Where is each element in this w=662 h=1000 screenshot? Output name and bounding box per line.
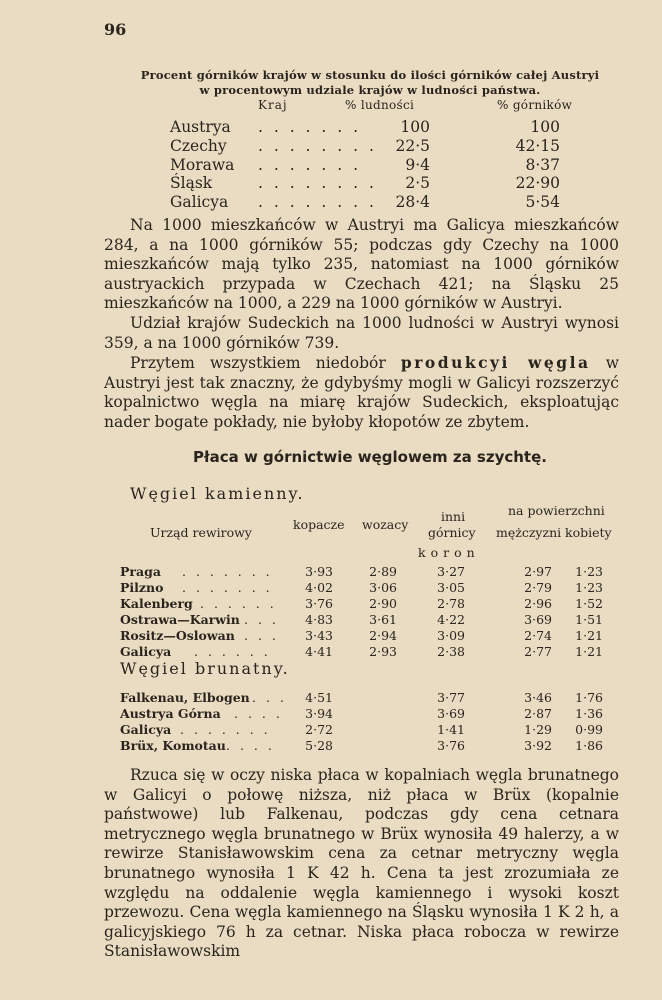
cell-wozacy: 2·94 <box>369 628 397 643</box>
row-ludnosci: 22·5 <box>395 137 430 155</box>
paragraph-3-end: w Austryi jest tak znaczny, że gdybyśmy mogli w Galicyi rozszerzyć kopalnictwo węgla na miarę krajów Sudeckich, eksploatując nader bogate pokłady, nie byłoby kłopotów ze zbytem. <box>104 354 619 431</box>
table1-row <box>170 118 590 138</box>
colhead-wozacy: wozacy <box>362 517 409 532</box>
row-gornikow: 100 <box>530 118 560 136</box>
cell-kopacze: 3·76 <box>305 596 333 611</box>
row-dots: . . . <box>244 612 279 627</box>
cell-kobiety: 1·21 <box>575 628 603 643</box>
cell-mezczyzni: 3·46 <box>524 690 552 705</box>
table1-header-ludnosci: % ludności <box>345 98 415 112</box>
row-ludnosci: 28·4 <box>395 193 430 211</box>
row-dots: . . . . . . . <box>180 722 271 737</box>
cell-kobiety: 1·76 <box>575 690 603 705</box>
row-gornikow: 8·37 <box>525 156 560 174</box>
cell-inni: 3·77 <box>437 690 465 705</box>
table-row <box>120 612 620 629</box>
cell-kobiety: 1·36 <box>575 706 603 721</box>
cell-kopacze: 3·94 <box>305 706 333 721</box>
row-gornikow: 22·90 <box>515 174 560 192</box>
table1-header-gornikow: % górników <box>497 98 573 112</box>
cell-inni: 1·41 <box>437 722 465 737</box>
cell-inni: 3·69 <box>437 706 465 721</box>
cell-mezczyzni: 2·96 <box>524 596 552 611</box>
cell-kopacze: 4·02 <box>305 580 333 595</box>
row-name: Śląsk <box>170 174 213 192</box>
cell-kobiety: 1·51 <box>575 612 603 627</box>
row-name: Praga <box>120 564 161 579</box>
cell-mezczyzni: 3·92 <box>524 738 552 753</box>
row-ludnosci: 100 <box>400 118 430 136</box>
row-dots: . . . . . . . <box>258 156 362 174</box>
cell-kopacze: 4·51 <box>305 690 333 705</box>
paragraph-1: Na 1000 mieszkańców w Austryi ma Galicya mieszkańców 284, a na 1000 górników 55; podczas gdy Czechy na 1000 mieszkańców mają tylko 235, natomiast na 1000 górników austryackich przypada w Czechach 421; na Śląsku 25 mieszkańców na 1000, a 229 na 1000 górników w Austryi. <box>104 216 619 313</box>
cell-inni: 3·27 <box>437 564 465 579</box>
table1-row <box>170 174 590 194</box>
row-name: Falkenau, Elbogen <box>120 690 250 705</box>
cell-kopacze: 3·43 <box>305 628 333 643</box>
table-row <box>120 580 620 597</box>
cell-wozacy: 2·89 <box>369 564 397 579</box>
row-dots: . . . <box>244 628 279 643</box>
table-row <box>120 628 620 645</box>
cell-wozacy: 2·90 <box>369 596 397 611</box>
cell-mezczyzni: 2·77 <box>524 644 552 659</box>
table1-row <box>170 156 590 176</box>
cell-kopacze: 3·93 <box>305 564 333 579</box>
row-name: Brüx, Komotau <box>120 738 226 753</box>
table-row <box>120 564 620 581</box>
cell-inni: 3·76 <box>437 738 465 753</box>
table-row <box>120 738 620 755</box>
cell-kopacze: 4·83 <box>305 612 333 627</box>
row-dots: . . . . . . . . <box>258 137 377 155</box>
cell-kobiety: 1·23 <box>575 580 603 595</box>
row-name: Galicya <box>120 644 172 659</box>
row-ludnosci: 2·5 <box>405 174 430 192</box>
row-name: Austrya Górna <box>120 706 221 721</box>
cell-mezczyzni: 2·79 <box>524 580 552 595</box>
row-dots: . . . . . . <box>200 596 277 611</box>
cell-mezczyzni: 2·74 <box>524 628 552 643</box>
cell-inni: 3·05 <box>437 580 465 595</box>
cell-inni: 2·78 <box>437 596 465 611</box>
row-gornikow: 5·54 <box>525 193 560 211</box>
cell-kobiety: 0·99 <box>575 722 603 737</box>
row-gornikow: 42·15 <box>515 137 560 155</box>
section-title: Płaca w górnictwie węglowem za szychtę. <box>193 448 547 466</box>
table1-caption-line1: Procent górników krajów w stosunku do ilości górników całej Austryi <box>140 68 600 82</box>
paragraph-3-start: Przytem wszystkiem niedobór <box>130 354 386 372</box>
colhead-kobiety: kobiety <box>565 525 612 540</box>
subhead-kamienny: Węgiel kamienny. <box>130 484 305 503</box>
cell-kopacze: 4·41 <box>305 644 333 659</box>
cell-mezczyzni: 3·69 <box>524 612 552 627</box>
table-row <box>120 690 620 707</box>
row-dots: . . . . <box>234 706 283 721</box>
table1-row <box>170 193 590 213</box>
row-name: Rositz—Oslowan <box>120 628 235 643</box>
cell-kobiety: 1·21 <box>575 644 603 659</box>
colhead-inni: inni <box>441 509 466 524</box>
table1-header-kraj: Kraj <box>258 98 288 112</box>
row-dots: . . . . <box>226 738 275 753</box>
cell-wozacy: 3·06 <box>369 580 397 595</box>
table-row <box>120 706 620 723</box>
row-name: Austrya <box>170 118 231 136</box>
colhead-kopacze: kopacze <box>293 517 345 532</box>
cell-kobiety: 1·52 <box>575 596 603 611</box>
cell-mezczyzni: 2·97 <box>524 564 552 579</box>
row-name: Galicya <box>120 722 172 737</box>
table1-row <box>170 137 590 157</box>
colhead-urzad: Urząd rewirowy <box>150 525 252 540</box>
paragraph-2: Udział krajów Sudeckich na 1000 ludności w Austryi wynosi 359, a na 1000 górników 739. <box>104 314 619 352</box>
cell-wozacy: 3·61 <box>369 612 397 627</box>
cell-mezczyzni: 1·29 <box>524 722 552 737</box>
page-number: 96 <box>104 20 127 39</box>
cell-kobiety: 1·23 <box>575 564 603 579</box>
row-name: Galicya <box>170 193 229 211</box>
colhead-gornicy: górnicy <box>428 525 476 540</box>
row-name: Ostrawa—Karwin <box>120 612 240 627</box>
cell-kopacze: 2·72 <box>305 722 333 737</box>
row-dots: . . . . . . . <box>258 118 362 136</box>
row-dots: . . . . . . . <box>182 564 273 579</box>
table-row <box>120 722 620 739</box>
subhead-brunatny: Węgiel brunatny. <box>120 659 290 678</box>
row-name: Czechy <box>170 137 227 155</box>
paragraph-3 <box>104 353 619 432</box>
row-name: Morawa <box>170 156 235 174</box>
row-name: Kalenberg <box>120 596 193 611</box>
row-name: Pilzno <box>120 580 164 595</box>
row-dots: . . . <box>252 690 287 705</box>
row-dots: . . . . . . . . <box>258 193 377 211</box>
table1-caption-line2: w procentowym udziale krajów w ludności państwa. <box>199 83 541 97</box>
colhead-powierzchni: na powierzchni <box>508 503 605 518</box>
paragraph-4: Rzuca się w oczy niska płaca w kopalniach węgla brunatnego w Galicyi o połowę niższa, niż płaca w Brüx (kopalnie państwowe) lub Falkenau, podczas gdy cena cetnara metrycznego węgla brunatnego w Brüx wynosiła 49 halerzy, a w rewirze Stanisławowskim cena za cetnar metryczny węgla brunatnego wynosiła 1 K 42 h. Cena ta jest zrozumiała ze względu na oddalenie węgla kamiennego i wysoki koszt przewozu. Cena węgla kamiennego na Śląsku wynosiła 1 K 2 h, a galicyjskiego 76 h za cetnar. Niska płaca robocza w rewirze Stanisławowskim <box>104 766 619 961</box>
paragraph-3-emphasis: produkcyi węgla <box>400 353 591 372</box>
cell-kobiety: 1·86 <box>575 738 603 753</box>
table-row <box>120 596 620 613</box>
row-ludnosci: 9·4 <box>405 156 430 174</box>
colhead-koron: koron <box>418 545 480 560</box>
row-dots: . . . . . . <box>194 644 271 659</box>
cell-inni: 2·38 <box>437 644 465 659</box>
cell-inni: 3·09 <box>437 628 465 643</box>
cell-wozacy: 2·93 <box>369 644 397 659</box>
cell-inni: 4·22 <box>437 612 465 627</box>
row-dots: . . . . . . . <box>182 580 273 595</box>
colhead-mezczyzni: mężczyzni <box>496 525 562 540</box>
cell-mezczyzni: 2·87 <box>524 706 552 721</box>
cell-kopacze: 5·28 <box>305 738 333 753</box>
row-dots: . . . . . . . . <box>258 174 377 192</box>
